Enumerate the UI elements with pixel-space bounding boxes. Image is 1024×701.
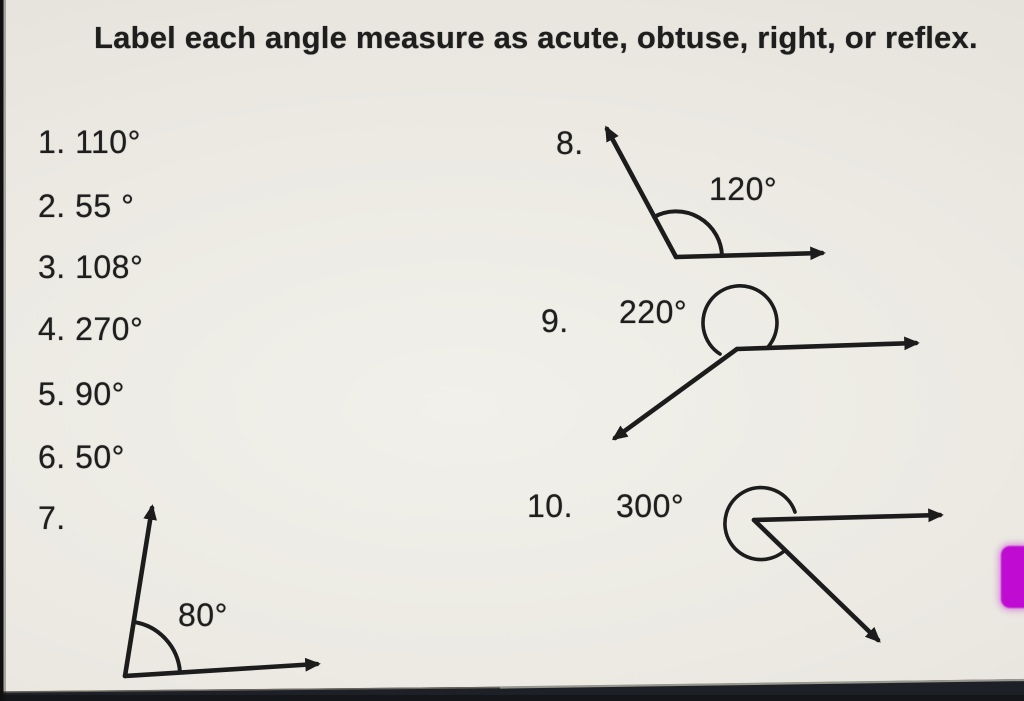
- problem-1: 1. 110°: [38, 124, 141, 160]
- angle-label-120: 120°: [709, 171, 778, 207]
- ray-up-left: [607, 129, 676, 257]
- screen-bezel: [0, 679, 1024, 701]
- ray-right: [754, 515, 940, 520]
- reflex-arc: [703, 286, 777, 354]
- left-edge-fade: [4, 0, 7, 701]
- angle-label-220: 220°: [619, 294, 688, 330]
- problem-10-number: 10.: [527, 488, 573, 524]
- problem-2: 2. 55 °: [38, 188, 135, 224]
- angle-diagram-7: [125, 508, 317, 676]
- magenta-pen-marker: [1001, 546, 1024, 608]
- ray-right: [737, 343, 916, 349]
- problem-4: 4. 270°: [38, 311, 144, 347]
- problem-9-number: 9.: [541, 303, 569, 339]
- ray-down-left: [615, 349, 737, 438]
- problem-3: 3. 108°: [38, 249, 144, 285]
- problem-5: 5. 90°: [38, 376, 125, 412]
- ray-up: [125, 508, 152, 676]
- angle-label-80: 80°: [178, 597, 228, 633]
- bezel-bottom-shade: [0, 695, 1024, 701]
- ray-right: [125, 664, 317, 676]
- problem-6: 6. 50°: [38, 439, 125, 475]
- left-edge-shadow: [0, 0, 4, 701]
- ray-down-right: [754, 520, 878, 640]
- problem-8-number: 8.: [556, 125, 584, 161]
- angle-label-300: 300°: [616, 488, 685, 524]
- ray-right: [676, 253, 822, 257]
- problem-7: 7.: [38, 500, 66, 536]
- angle-diagram-10: [725, 488, 940, 640]
- angle-arc: [134, 622, 180, 672]
- worksheet-title: Label each angle measure as acute, obtuse, right, or reflex.: [94, 20, 978, 55]
